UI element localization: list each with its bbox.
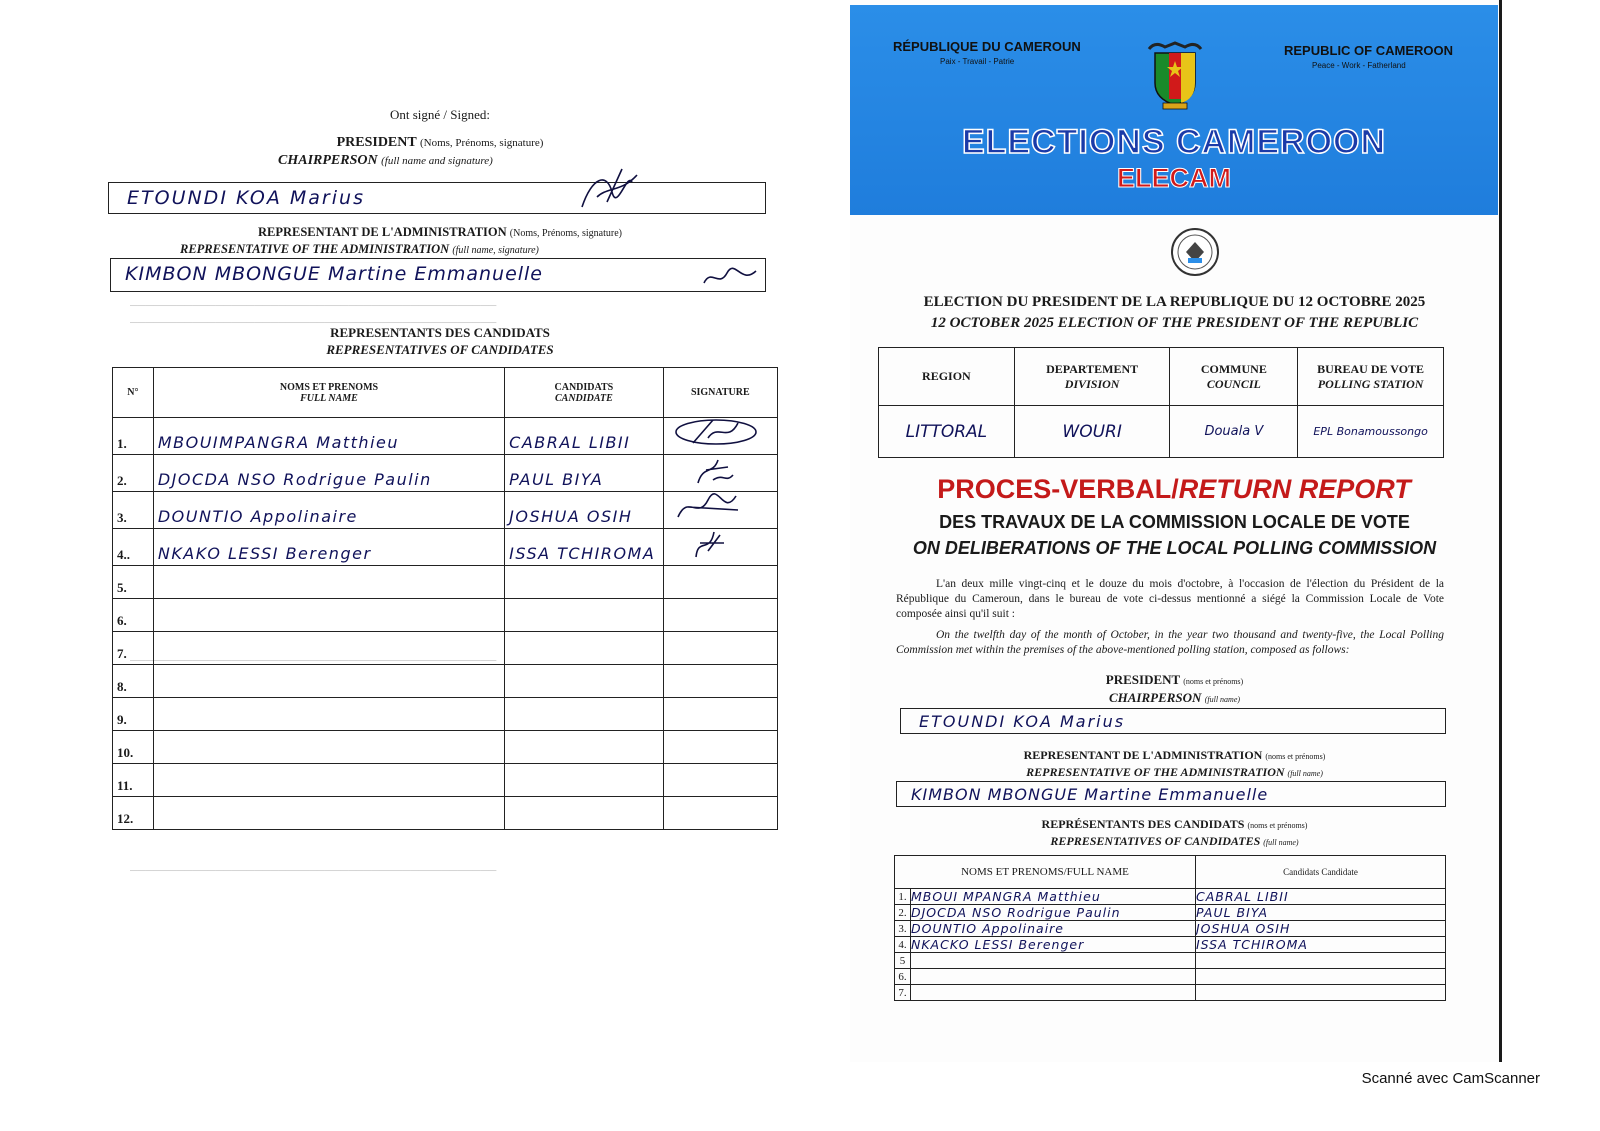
admin-name-box [110, 258, 766, 292]
row-name: DOUNTIO Appolinaire [911, 921, 1196, 937]
row-candidate: JOSHUA OSIH [505, 492, 663, 529]
admin-name-box-r [896, 781, 1446, 807]
table-row [895, 969, 1446, 985]
camscanner-watermark: Scanné avec CamScanner [1361, 1070, 1540, 1087]
row-candidate [1196, 969, 1446, 985]
cand-label-r: REPRÉSENTANTS DES CANDIDATS (noms et prénoms) [1041, 817, 1308, 831]
president-name: ETOUNDI KOA Marius [127, 187, 365, 209]
republic-en: REPUBLIC OF CAMEROON [1284, 43, 1453, 58]
row-num: 5 [895, 953, 911, 969]
table-header-row [113, 368, 778, 418]
table-row [113, 665, 778, 698]
row-name [153, 797, 504, 830]
row-candidate: CABRAL LIBII [505, 418, 663, 455]
row-candidate [505, 665, 663, 698]
election-title-en: 12 OCTOBER 2025 ELECTION OF THE PRESIDENT OF THE REPUBLIC [930, 315, 1419, 331]
row-num: 4.. [113, 529, 154, 566]
table-row [113, 566, 778, 599]
chair-label-en: CHAIRPERSON (full name) [1108, 690, 1241, 705]
admin-name-r: KIMBON MBONGUE Martine Emmanuelle [911, 785, 1269, 804]
table-row [113, 797, 778, 830]
row-num: 3. [113, 492, 154, 529]
republic-fr: RÉPUBLIQUE DU CAMEROUN [893, 39, 1081, 54]
table-header-row [895, 856, 1446, 889]
table-row [113, 698, 778, 731]
row-num: 2. [895, 905, 911, 921]
row-signature [663, 529, 777, 566]
row-signature [663, 698, 777, 731]
location-header-row [879, 348, 1444, 406]
col-region-header: REGION [879, 348, 1015, 406]
left-page [70, 95, 810, 1075]
row-name [153, 764, 504, 797]
admin-signature [701, 263, 761, 291]
intro-paragraph-fr: L'an deux mille vingt-cinq et le douze du mois d'octobre, à l'occasion de l'élection du Président de la République du Cameroun, dans le bureau de vote ci-dessus mentionné a siégé la Commission Locale de Vote composée ainsi qu'il suit : [896, 578, 1444, 620]
table-row [113, 599, 778, 632]
row-num: 1. [113, 418, 154, 455]
row-name [153, 566, 504, 599]
chair-label: PRESIDENT (noms et prénoms) [1105, 672, 1244, 687]
row-candidate: ISSA TCHIROMA [1196, 937, 1446, 953]
president-signature [577, 167, 647, 217]
row-num: 9. [113, 698, 154, 731]
org-short: ELECAM [1117, 163, 1231, 193]
signed-label: Ont signé / Signed: [389, 107, 491, 122]
coat-of-arms-icon [1143, 39, 1207, 111]
election-title-fr: ELECTION DU PRESIDENT DE LA REPUBLIQUE DU 12 OCTOBRE 2025 [923, 294, 1426, 310]
table-row [895, 937, 1446, 953]
row-signature [663, 566, 777, 599]
table-row [113, 731, 778, 764]
row-candidate [1196, 985, 1446, 1001]
table-row [895, 921, 1446, 937]
col-council-header: COMMUNE COUNCIL [1170, 348, 1298, 406]
row-name: DOUNTIO Appolinaire [153, 492, 504, 529]
col-division-header: DEPARTEMENT DIVISION [1014, 348, 1170, 406]
candidates-title-en: REPRESENTATIVES OF CANDIDATES [326, 342, 554, 357]
col-name-header: NOMS ET PRENOMS FULL NAME [153, 368, 504, 418]
table-row [895, 953, 1446, 969]
president-name-box [108, 182, 766, 214]
row-name [911, 953, 1196, 969]
col-signature-header: SIGNATURE [663, 368, 777, 418]
row-candidate [505, 599, 663, 632]
table-row [895, 889, 1446, 905]
candidates-title: REPRESENTANTS DES CANDIDATS [330, 325, 550, 340]
col-polling-header: BUREAU DE VOTE POLLING STATION [1298, 348, 1444, 406]
row-name [911, 969, 1196, 985]
row-signature [663, 492, 777, 529]
row-num: 7. [895, 985, 911, 1001]
row-candidate [505, 698, 663, 731]
row-signature [663, 632, 777, 665]
row-candidate [1196, 953, 1446, 969]
location-table [878, 347, 1444, 458]
admin-label-r: REPRESENTANT DE L'ADMINISTRATION (noms et prénoms) [1023, 748, 1326, 762]
cand-label-r-en: REPRESENTATIVES OF CANDIDATES (full name) [1050, 834, 1299, 848]
report-title: PROCES-VERBAL/RETURN REPORT [937, 474, 1411, 504]
row-candidate [505, 632, 663, 665]
row-candidate: ISSA TCHIROMA [505, 529, 663, 566]
row-num: 2. [113, 455, 154, 492]
bleed-through-text: ─────────────────────────────────────────────── [130, 300, 497, 312]
bleed-through-text: ─────────────────────────────────────────────── [130, 655, 497, 667]
travaux-fr: DES TRAVAUX DE LA COMMISSION LOCALE DE VOTE [939, 512, 1410, 532]
elecam-seal-icon [1170, 222, 1220, 282]
row-signature [663, 731, 777, 764]
row-num: 6. [113, 599, 154, 632]
col-num-header: N° [113, 368, 154, 418]
intro-paragraph-en: On the twelfth day of the month of October, in the year two thousand and twenty-five, the Local Polling Commission met within the premises of the above-mentioned polling station, composed as follows: [896, 629, 1444, 656]
row-candidate: PAUL BIYA [1196, 905, 1446, 921]
row-num: 11. [113, 764, 154, 797]
row-candidate: JOSHUA OSIH [1196, 921, 1446, 937]
header-banner [850, 5, 1498, 215]
row-name: DJOCDA NSO Rodrigue Paulin [911, 905, 1196, 921]
row-name [153, 731, 504, 764]
row-name [153, 698, 504, 731]
row-num: 3. [895, 921, 911, 937]
row-num: 12. [113, 797, 154, 830]
row-signature [663, 599, 777, 632]
row-num: 5. [113, 566, 154, 599]
chairperson-label: CHAIRPERSON (full name and signature) [278, 153, 493, 168]
division-value: WOURI [1014, 406, 1170, 458]
row-name: NKAKO LESSI Berenger [153, 529, 504, 566]
row-candidate: PAUL BIYA [505, 455, 663, 492]
location-value-row [879, 406, 1444, 458]
polling-station-value: EPL Bonamoussongo [1298, 406, 1444, 458]
row-num: 4. [895, 937, 911, 953]
col-name-header: NOMS ET PRENOMS/FULL NAME [895, 856, 1196, 889]
table-row [113, 492, 778, 529]
council-value: Douala V [1170, 406, 1298, 458]
row-signature [663, 797, 777, 830]
row-name: MBOUIMPANGRA Matthieu [153, 418, 504, 455]
row-candidate [505, 797, 663, 830]
motto-en: Peace - Work - Fatherland [1312, 61, 1406, 70]
row-signature [663, 764, 777, 797]
row-candidate: CABRAL LIBII [1196, 889, 1446, 905]
row-num: 6. [895, 969, 911, 985]
row-num: 8. [113, 665, 154, 698]
row-name: DJOCDA NSO Rodrigue Paulin [153, 455, 504, 492]
row-name [153, 632, 504, 665]
row-candidate [505, 566, 663, 599]
table-row [113, 418, 778, 455]
row-signature [663, 418, 777, 455]
left-candidates-table [112, 367, 778, 830]
org-title: ELECTIONS CAMEROON [961, 123, 1387, 161]
row-num: 7. [113, 632, 154, 665]
chair-name: ETOUNDI KOA Marius [919, 712, 1126, 731]
table-row [113, 764, 778, 797]
table-row [113, 529, 778, 566]
row-signature [663, 665, 777, 698]
admin-label-en: REPRESENTATIVE OF THE ADMINISTRATION (full name, signature) [180, 242, 539, 256]
motto-fr: Paix - Travail - Patrie [940, 57, 1015, 66]
admin-label: REPRESENTANT DE L'ADMINISTRATION (Noms, Prénoms, signature) [257, 225, 622, 239]
row-name: NKACKO LESSI Berenger [911, 937, 1196, 953]
right-page [850, 0, 1502, 1062]
admin-label-r-en: REPRESENTATIVE OF THE ADMINISTRATION (full name) [1026, 765, 1323, 779]
row-signature [663, 455, 777, 492]
row-num: 1. [895, 889, 911, 905]
row-name [153, 665, 504, 698]
row-name [153, 599, 504, 632]
table-row [895, 985, 1446, 1001]
bleed-through-text: ─────────────────────────────────────────────── [130, 317, 497, 329]
col-candidate-header: Candidats Candidate [1196, 856, 1446, 889]
chair-name-box [900, 708, 1446, 734]
president-label: PRESIDENT (Noms, Prénoms, signature) [336, 135, 544, 150]
region-value: LITTORAL [879, 406, 1015, 458]
bleed-through-text: ─────────────────────────────────────────────── [130, 865, 497, 877]
table-row [895, 905, 1446, 921]
row-num: 10. [113, 731, 154, 764]
row-name: MBOUI MPANGRA Matthieu [911, 889, 1196, 905]
right-candidates-table [894, 855, 1446, 1001]
row-name [911, 985, 1196, 1001]
travaux-en: ON DELIBERATIONS OF THE LOCAL POLLING COMMISSION [912, 538, 1437, 558]
row-candidate [505, 764, 663, 797]
table-row [113, 455, 778, 492]
row-candidate [505, 731, 663, 764]
table-row [113, 632, 778, 665]
admin-name: KIMBON MBONGUE Martine Emmanuelle [125, 263, 544, 285]
col-candidate-header: CANDIDATS CANDIDATE [505, 368, 663, 418]
